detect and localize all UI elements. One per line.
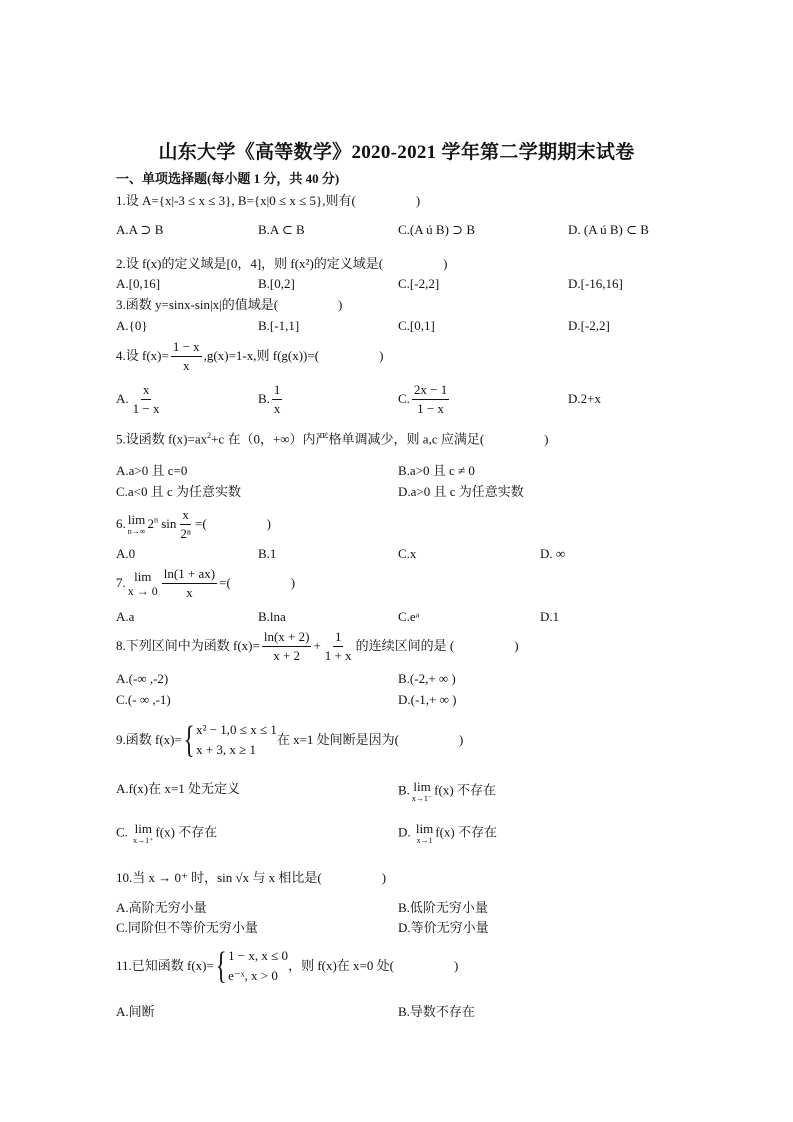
q3-option-a: A.{0} bbox=[116, 318, 148, 333]
question-3-stem: 3.函数 y=sinx-sin|x|的值域是( ) bbox=[116, 297, 343, 312]
q11-option-b: B.导数不存在 bbox=[398, 1004, 475, 1019]
q4-option-b: B. $\frac{1}{x}$ bbox=[258, 382, 281, 417]
question-6-stem: 6. lim n→∞ 2$^n$ sin $\frac{x}{\text{2ⁿ}}$ =( ) bbox=[116, 507, 271, 542]
q1-option-c: C.(A ú B) ⊃ B bbox=[398, 222, 475, 237]
q2-option-c: C.[-2,2] bbox=[398, 276, 440, 291]
q9-option-b: B. lim x→1⁻ f(x) 不存在 bbox=[398, 779, 496, 803]
q7-option-d: D.1 bbox=[540, 609, 560, 624]
q1-option-d: D. (A ú B) ⊂ B bbox=[568, 222, 649, 237]
q3-option-c: C.[0,1] bbox=[398, 318, 435, 333]
q7-option-a: A.a bbox=[116, 609, 135, 624]
exam-title: 山东大学《高等数学》2020-2021 学年第二学期期末试卷 bbox=[158, 142, 635, 163]
q9-option-d: D. lim x→1 f(x) 不存在 bbox=[398, 821, 497, 845]
question-11-stem: 11.已知函数 f(x)= { 1 − x, x ≤ 0 e⁻ˣ, x > 0 ，则 f(x)在 x=0 处( ) bbox=[116, 944, 459, 987]
question-4-stem: 4.设 f(x)= $\frac{1 - x}{x}$ ,g(x)=1-x,则 f(g(x))=( ) bbox=[116, 339, 384, 374]
q3-option-d: D.[-2,2] bbox=[568, 318, 610, 333]
q2-option-a: A.[0,16] bbox=[116, 276, 161, 291]
q8-option-c: C.(- ∞ ,-1) bbox=[116, 692, 171, 707]
q8-option-d: D.(-1,+ ∞ ) bbox=[398, 692, 457, 707]
question-5-stem: 5.设函数 $f(x)=ax^2+c$ 在（0，+∞）内严格单调减少，则 a,c 应满足( ) bbox=[116, 431, 549, 447]
q6-option-a: A.0 bbox=[116, 546, 136, 561]
question-10-stem: 10.当 x → 0⁺ 时，sin √x 与 x 相比是( ) bbox=[116, 870, 387, 885]
q3-option-b: B.[-1,1] bbox=[258, 318, 300, 333]
q6-option-b: B.1 bbox=[258, 546, 277, 561]
q5-option-a: A.a>0 且 c=0 bbox=[116, 463, 188, 478]
fraction: $\frac{1 - x}{x}$ bbox=[172, 339, 200, 374]
q2-option-b: B.[0,2] bbox=[258, 276, 295, 291]
q4-option-d: D.2+x bbox=[568, 391, 601, 406]
q1-option-a: A.A ⊃ B bbox=[116, 222, 164, 237]
q9-option-a: A.f(x)在 x=1 处无定义 bbox=[116, 781, 240, 796]
q8-option-a: A.(-∞ ,-2) bbox=[116, 671, 169, 686]
q10-option-c: C.同阶但不等价无穷小量 bbox=[116, 920, 258, 935]
left-brace-icon: { bbox=[183, 718, 195, 761]
q8-option-b: B.(-2,+ ∞ ) bbox=[398, 671, 456, 686]
section-heading: 一、单项选择题(每小题 1 分，共 40 分) bbox=[116, 171, 340, 186]
question-7-stem: 7. lim x → 0 $\frac{\ln(1 + ax)}{x}$ =( ) bbox=[116, 566, 296, 601]
q6-option-c: C.x bbox=[398, 546, 417, 561]
q6-option-d: D. ∞ bbox=[540, 546, 566, 561]
q10-option-b: B.低阶无穷小量 bbox=[398, 900, 488, 915]
question-1-stem: 1.设 A={x|-3 ≤ x ≤ 3}, B={x|0 ≤ x ≤ 5},则有( ) bbox=[116, 193, 421, 208]
question-8-stem: 8.下列区间中为函数 f(x)= $\frac{\ln(x + 2)}{x + 2}$ + $\frac{1}{1 + x}$ 的连续区间的是 ( ) bbox=[116, 629, 519, 664]
q10-option-d: D.等价无穷小量 bbox=[398, 920, 489, 935]
question-9-stem: 9.函数 f(x)= { x² − 1,0 ≤ x ≤ 1 x + 3, x ≥ 1 在 x=1 处间断是因为( ) bbox=[116, 718, 464, 761]
q5-option-c: C.a<0 且 c 为任意实数 bbox=[116, 484, 242, 499]
question-2-stem: 2.设 f(x)的定义域是[0，4]，则 f(x²)的定义域是( ) bbox=[116, 256, 448, 271]
q7-option-b: B.lna bbox=[258, 609, 286, 624]
q9-option-c: C. lim x→1⁺ f(x) 不存在 bbox=[116, 821, 218, 845]
q5-option-d: D.a>0 且 c 为任意实数 bbox=[398, 484, 524, 499]
q10-option-a: A.高阶无穷小量 bbox=[116, 900, 207, 915]
q5-option-b: B.a>0 且 c ≠ 0 bbox=[398, 463, 475, 478]
q1-option-b: B.A ⊂ B bbox=[258, 222, 305, 237]
left-brace-icon: { bbox=[215, 944, 227, 987]
q2-option-d: D.[-16,16] bbox=[568, 276, 623, 291]
q11-option-a: A.间断 bbox=[116, 1004, 155, 1019]
q4-option-c: C. $\frac{2x - 1}{1 - x}$ bbox=[398, 382, 448, 417]
q4-option-a: A. $\frac{x}{1 - x}$ bbox=[116, 382, 160, 417]
q7-option-c: C.eᵃ bbox=[398, 609, 420, 624]
